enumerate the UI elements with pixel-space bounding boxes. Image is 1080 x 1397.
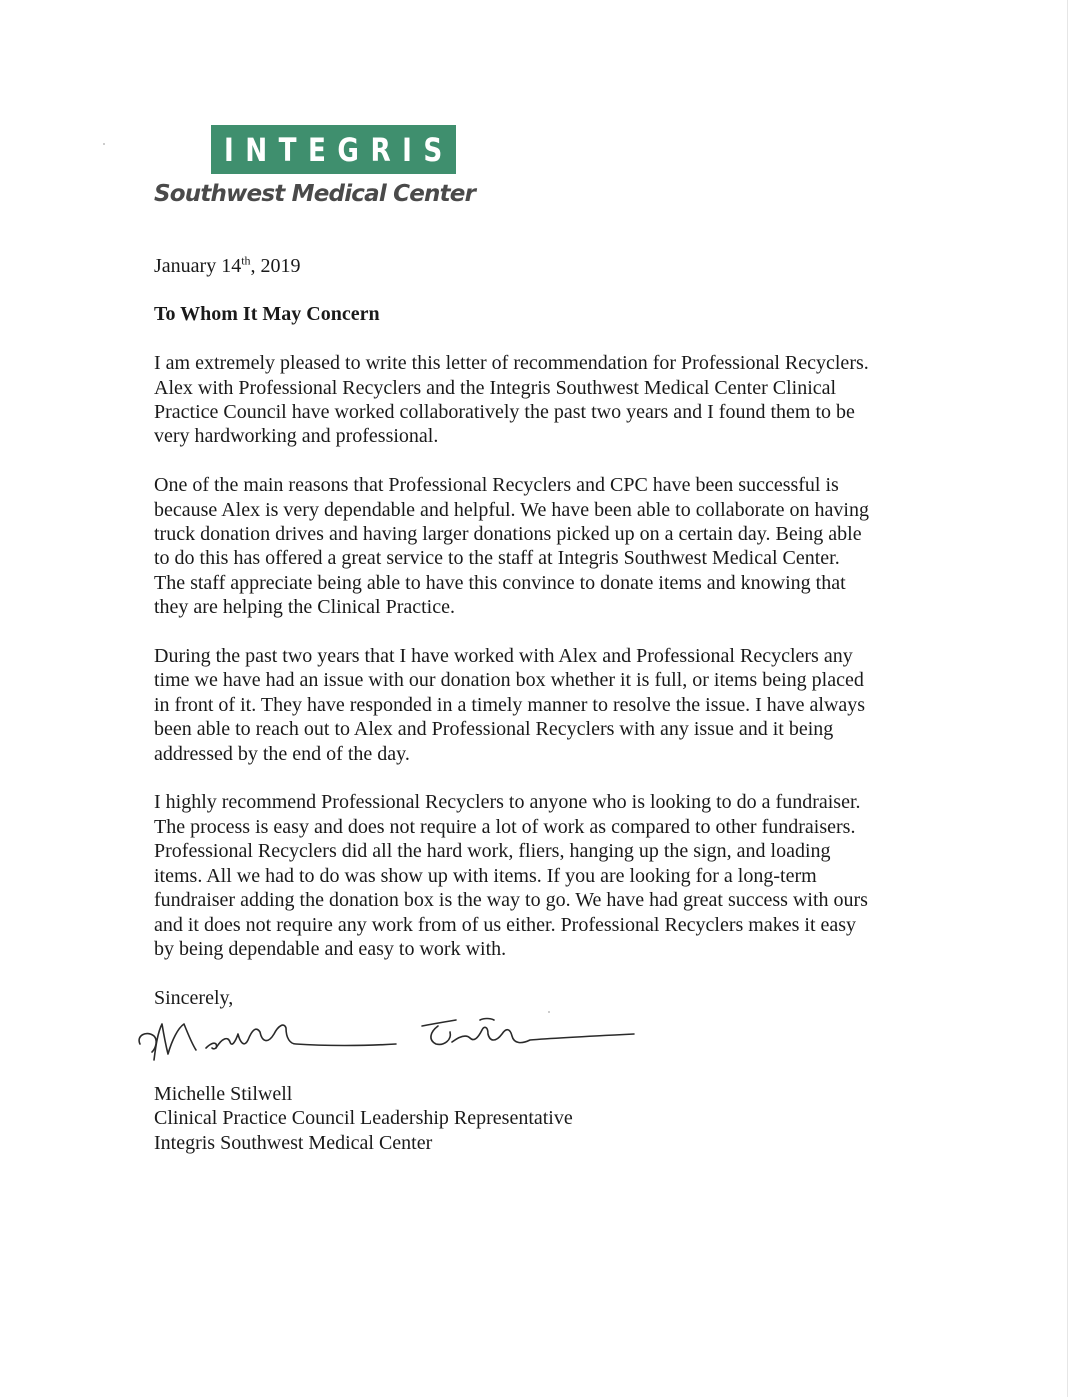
- text-line: because Alex is very dependable and helpful. We have been able to collaborate on having: [154, 498, 869, 521]
- letterhead-subtitle: Southwest Medical Center: [154, 181, 476, 207]
- text-line: Professional Recyclers did all the hard work, fliers, hanging up the sign, and loading: [154, 840, 831, 863]
- text-line: Practice Council have worked collaboratively the past two years and I found them to be: [154, 401, 855, 424]
- letter-date: [154, 254, 924, 278]
- text-line: During the past two years that I have worked with Alex and Professional Recyclers any: [154, 645, 853, 668]
- text-line: One of the main reasons that Professional Recyclers and CPC have been successful is: [154, 474, 839, 497]
- date-ordinal-suffix: th: [241, 253, 251, 268]
- paragraph-3: [154, 644, 924, 766]
- text-line: by being dependable and easy to work with.: [154, 937, 507, 960]
- signer-name: Michelle Stilwell: [154, 1083, 293, 1105]
- text-line: addressed by the end of the day.: [154, 742, 410, 765]
- text-line: and it does not require any work from of us either. Professional Recyclers makes it easy: [154, 913, 857, 936]
- signature-block: [154, 1082, 573, 1155]
- text-line: been able to reach out to Alex and Professional Recyclers with any issue and it being: [154, 718, 834, 741]
- text-line: The staff appreciate being able to have this convince to donate items and knowing that: [154, 571, 846, 594]
- signer-title: Clinical Practice Council Leadership Representative: [154, 1107, 573, 1130]
- text-line: time we have had an issue with our donation box whether it is full, or items being placed: [154, 669, 864, 692]
- text-line: truck donation drives and having larger donations picked up on a certain day. Being able: [154, 523, 862, 546]
- text-line: items. All we had to do was show up with items. If you are looking for a long-term: [154, 864, 817, 887]
- text-line: in front of it. They have responded in a timely manner to resolve the issue. I have always: [154, 693, 866, 716]
- scan-speck: [103, 143, 105, 145]
- signer-organization: Integris Southwest Medical Center: [154, 1131, 433, 1154]
- text-line: Alex with Professional Recyclers and the Integris Southwest Medical Center Clinical: [154, 376, 837, 399]
- text-line: very hardworking and professional.: [154, 425, 439, 448]
- text-line: I am extremely pleased to write this letter of recommendation for Professional Recyclers.: [154, 352, 869, 375]
- salutation: To Whom It May Concern: [154, 303, 380, 326]
- text-line: to do this has offered a great service to the staff at Integris Southwest Medical Center.: [154, 547, 840, 570]
- paragraph-2: [154, 473, 924, 619]
- text-line: fundraiser adding the donation box is the way to go. We have had great success with ours: [154, 889, 868, 912]
- letterhead: [154, 125, 474, 215]
- paragraph-4: [154, 790, 924, 961]
- closing: Sincerely,: [154, 986, 234, 1009]
- text-line: The process is easy and does not require a lot of work as compared to other fundraisers.: [154, 815, 856, 838]
- date-prefix: January 14: [154, 255, 242, 277]
- letter-body: [154, 254, 924, 1010]
- text-line: I highly recommend Professional Recyclers to anyone who is looking to do a fundraiser.: [154, 791, 861, 814]
- paragraph-1: [154, 351, 924, 449]
- integris-logo: [211, 125, 456, 174]
- text-line: they are helping the Clinical Practice.: [154, 596, 455, 619]
- logo-text: INTEGRIS: [224, 130, 455, 169]
- date-year: , 2019: [250, 255, 301, 277]
- page-edge: [1067, 0, 1068, 1397]
- handwritten-signature: [134, 1004, 654, 1070]
